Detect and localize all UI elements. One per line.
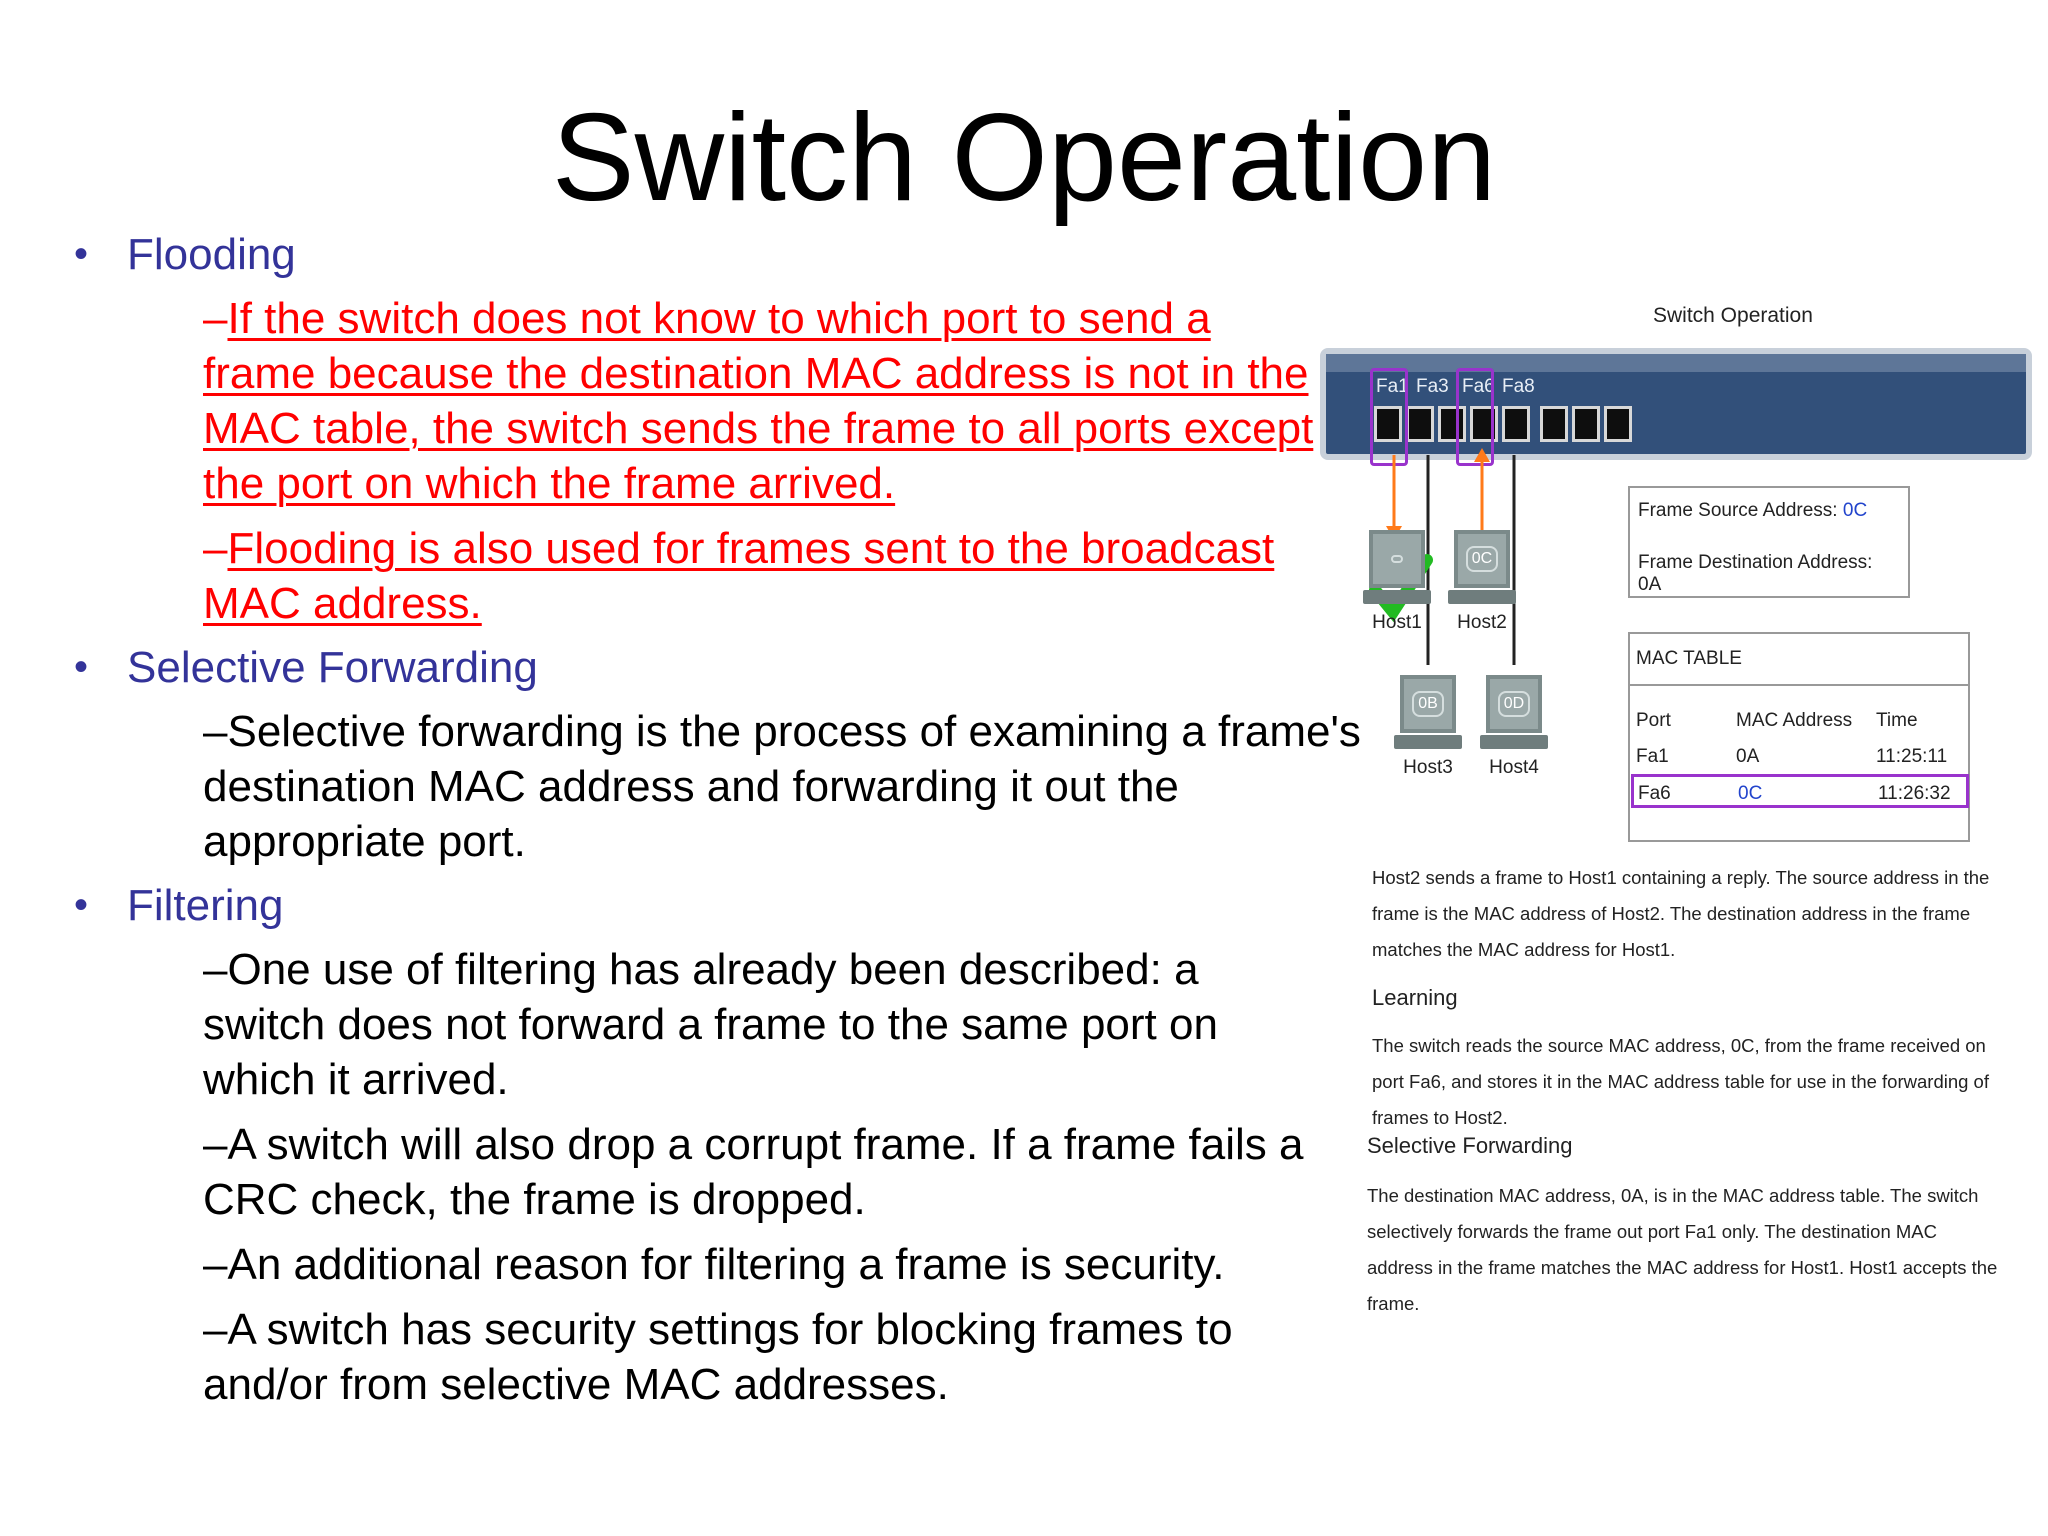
host-3-label: Host3 xyxy=(1403,757,1453,778)
switch-operation-figure xyxy=(1315,290,2037,1314)
figure-description: Host2 sends a frame to Host1 containing a reply. The source address in the frame is the MAC address of Host2. The destination address in the frame matches the MAC address for Host1. xyxy=(1372,867,1990,960)
bullet-flooding: • Flooding xyxy=(70,228,1320,281)
filtering-sub-1: –One use of filtering has already been described: a switch does not forward a frame to the same port on which it arrived. xyxy=(203,945,1218,1104)
learning-text: The switch reads the source MAC address, 0C, from the frame received on port Fa6, and stores it in the MAC address table for use in the forwarding of frames to Host2. xyxy=(1372,1035,1989,1128)
selective-forwarding-sub-1: –Selective forwarding is the process of examining a frame's destination MAC address and forwarding it out the appropriate port. xyxy=(203,707,1361,866)
host-1-label: Host1 xyxy=(1372,612,1422,633)
mac-table xyxy=(1628,632,1970,842)
host-2-label: Host2 xyxy=(1457,612,1507,633)
mac-table-row: Fa1 0A 11:25:11 xyxy=(1636,746,1948,767)
host-4-label: Host4 xyxy=(1489,757,1539,778)
port-label-fa6: Fa6 xyxy=(1462,376,1495,397)
frame-source-label: Frame Source Address: xyxy=(1638,500,1838,521)
arrow-head-icon xyxy=(1474,448,1490,462)
selective-forwarding-text: The destination MAC address, 0A, is in the MAC address table. The switch selectively forwards the frame out port Fa1 only. The destination MAC address in the frame matches the MAC address for Host1. Host1 accepts the frame. xyxy=(1367,1185,1998,1314)
mac-table-row-highlighted: Fa6 0C 11:26:32 xyxy=(1631,774,1969,808)
filtering-sub-2: –A switch will also drop a corrupt frame. If a frame fails a CRC check, the frame is dropped. xyxy=(203,1120,1304,1224)
frame-destination-label: Frame Destination Address: 0A xyxy=(1638,552,1873,595)
host-2-mac: 0C xyxy=(1466,546,1498,572)
host-4-mac: 0D xyxy=(1498,691,1530,717)
filtering-sub-3: –An additional reason for filtering a frame is security. xyxy=(203,1240,1225,1289)
mac-table-header-row: Port MAC Address Time xyxy=(1636,710,1918,731)
slide-content xyxy=(70,222,1361,1412)
flooding-sub-2: –Flooding is also used for frames sent to the broadcast MAC address. xyxy=(203,524,1275,628)
bullet-selective-forwarding: • Selective Forwarding xyxy=(70,641,1320,694)
figure-caption: Switch Operation xyxy=(1653,304,1813,327)
host-3-mac: 0B xyxy=(1412,691,1444,717)
port-label-fa3: Fa3 xyxy=(1416,376,1449,397)
bullet-filtering: • Filtering xyxy=(70,879,1320,932)
mac-table-title: MAC TABLE xyxy=(1630,634,1968,686)
frame-source-value: 0C xyxy=(1842,500,1868,521)
selective-forwarding-heading: Selective Forwarding xyxy=(1367,1133,1573,1158)
learning-heading: Learning xyxy=(1372,985,1458,1010)
host-2 xyxy=(1448,530,1516,634)
port-label-fa8: Fa8 xyxy=(1502,376,1535,397)
host-4 xyxy=(1480,675,1548,779)
slide-title: Switch Operation xyxy=(551,89,1497,227)
port-label-fa1: Fa1 xyxy=(1376,376,1409,397)
flooding-sub-1: –If the switch does not know to which port to send a frame because the destination MAC address is not in the MAC table, the switch sends the frame to all ports except the port on which the frame arrived. xyxy=(203,294,1314,508)
host-1 xyxy=(1363,530,1431,634)
filtering-sub-4: –A switch has security settings for blocking frames to and/or from selective MAC addresses. xyxy=(203,1305,1233,1409)
frame-address-box xyxy=(1628,486,1910,598)
host-3 xyxy=(1394,675,1462,779)
